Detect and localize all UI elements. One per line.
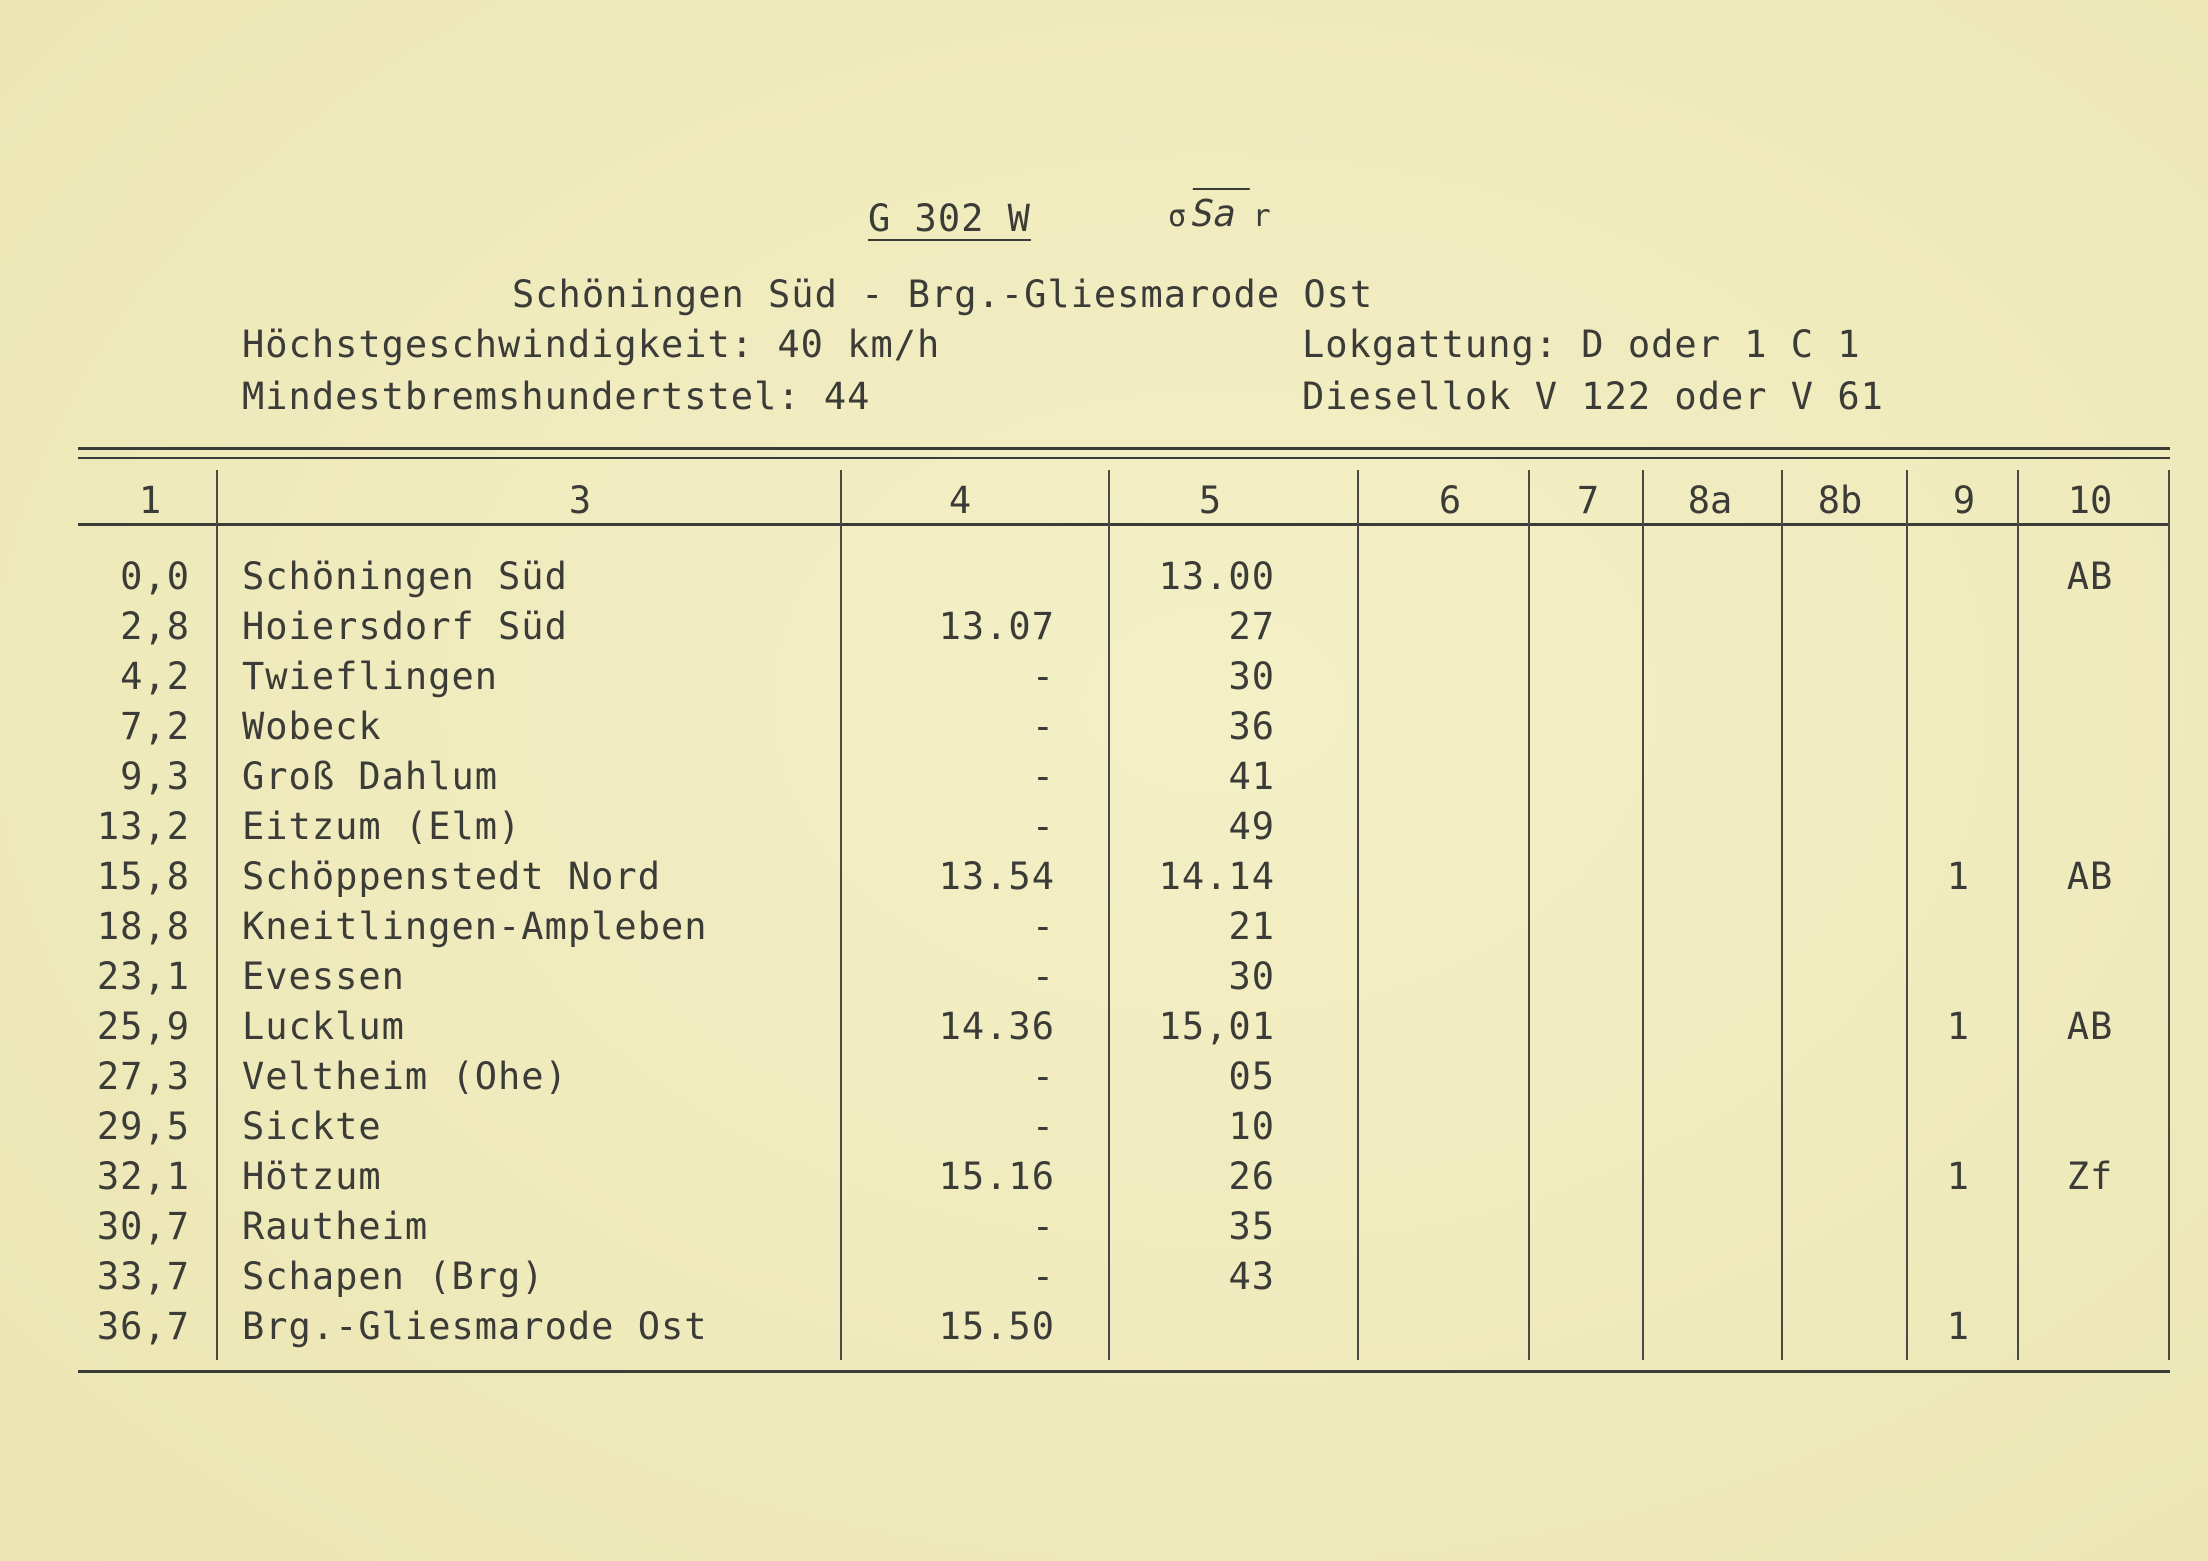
mark-box: Sa [1187,192,1241,235]
col-header-7: 7 [1576,479,1600,522]
table-top-rule-2 [78,457,2170,459]
min-brake: Mindestbremshundertstel: 44 [242,375,871,418]
station-cell: Wobeck [242,705,382,748]
table-row [0,605,2208,658]
table-row [0,805,2208,858]
km-cell: 23,1 [96,955,190,998]
km-cell: 32,1 [96,1155,190,1198]
km-cell: 33,7 [96,1255,190,1298]
station-cell: Groß Dahlum [242,755,499,798]
km-cell: 29,5 [96,1105,190,1148]
departure-cell: 15,01 [1158,1005,1275,1048]
col-header-9: 9 [1952,479,1976,522]
max-speed: Höchstgeschwindigkeit: 40 km/h [242,323,941,366]
col10-cell: AB [2066,1005,2114,1048]
departure-cell: 30 [1228,955,1275,998]
station-cell: Brg.-Gliesmarode Ost [242,1305,708,1348]
station-cell: Schöppenstedt Nord [242,855,661,898]
departure-cell: 35 [1228,1205,1275,1248]
departure-cell: 10 [1228,1105,1275,1148]
col9-cell: 1 [1946,855,1970,898]
table-row [0,755,2208,808]
train-number: G 302 W [868,197,1031,240]
table-row [0,705,2208,758]
km-cell: 25,9 [96,1005,190,1048]
loco-class: Lokgattung: D oder 1 C 1 [1302,323,1861,366]
arrival-cell: - [1031,1055,1055,1098]
km-cell: 9,3 [120,755,190,798]
col-header-1: 1 [138,479,162,522]
arrival-cell: - [1031,805,1055,848]
col-header-8a: 8a [1687,479,1733,522]
table-top-rule [78,447,2170,450]
col9-cell: 1 [1946,1005,1970,1048]
km-cell: 2,8 [120,605,190,648]
departure-cell: 43 [1228,1255,1275,1298]
table-row [0,555,2208,608]
departure-cell: 21 [1228,905,1275,948]
arrival-cell: 15.16 [938,1155,1055,1198]
table-row [0,905,2208,958]
station-cell: Eitzum (Elm) [242,805,522,848]
station-cell: Kneitlingen-Ampleben [242,905,708,948]
col-header-8b: 8b [1817,479,1863,522]
arrival-cell: 15.50 [938,1305,1055,1348]
km-cell: 27,3 [96,1055,190,1098]
col-header-4: 4 [948,479,972,522]
departure-cell: 05 [1228,1055,1275,1098]
table-row [0,1105,2208,1158]
col-header-3: 3 [568,479,592,522]
table-row [0,1005,2208,1058]
station-cell: Veltheim (Ohe) [242,1055,568,1098]
table-row [0,1255,2208,1308]
km-cell: 30,7 [96,1205,190,1248]
station-cell: Evessen [242,955,405,998]
departure-cell: 27 [1228,605,1275,648]
route-title: Schöningen Süd - Brg.-Gliesmarode Ost [512,273,1374,316]
arrival-cell: 13.07 [938,605,1055,648]
arrival-cell: - [1031,1205,1055,1248]
table-row [0,1055,2208,1108]
departure-cell: 14.14 [1158,855,1275,898]
station-cell: Lucklum [242,1005,405,1048]
diesel-loco: Diesellok V 122 oder V 61 [1302,375,1884,418]
departure-cell: 41 [1228,755,1275,798]
arrival-cell: 13.54 [938,855,1055,898]
col-header-5: 5 [1198,479,1222,522]
station-cell: Rautheim [242,1205,429,1248]
station-cell: Schöningen Süd [242,555,568,598]
table-row [0,955,2208,1008]
arrival-cell: 14.36 [938,1005,1055,1048]
col10-cell: Zf [2066,1155,2114,1198]
arrival-cell: - [1031,755,1055,798]
km-cell: 4,2 [120,655,190,698]
col-header-6: 6 [1438,479,1462,522]
arrival-cell: - [1031,705,1055,748]
km-cell: 36,7 [96,1305,190,1348]
col10-cell: AB [2066,855,2114,898]
table-row [0,655,2208,708]
km-cell: 7,2 [120,705,190,748]
table-row [0,855,2208,908]
km-cell: 0,0 [120,555,190,598]
col10-cell: AB [2066,555,2114,598]
km-cell: 13,2 [96,805,190,848]
km-cell: 15,8 [96,855,190,898]
mark-prefix: σ [1168,199,1187,234]
col9-cell: 1 [1946,1305,1970,1348]
header-bottom-rule [78,523,2170,526]
train-mark [1168,188,1271,235]
col-header-10: 10 [2067,479,2113,522]
station-cell: Hoiersdorf Süd [242,605,568,648]
station-cell: Twieflingen [242,655,499,698]
arrival-cell: - [1031,1105,1055,1148]
arrival-cell: - [1031,1255,1055,1298]
col9-cell: 1 [1946,1155,1970,1198]
station-cell: Schapen (Brg) [242,1255,545,1298]
km-cell: 18,8 [96,905,190,948]
mark-suffix: r [1252,199,1271,234]
table-row [0,1155,2208,1208]
table-row [0,1305,2208,1358]
station-cell: Hötzum [242,1155,382,1198]
departure-cell: 49 [1228,805,1275,848]
table-bottom-rule [78,1370,2170,1373]
departure-cell: 36 [1228,705,1275,748]
arrival-cell: - [1031,655,1055,698]
departure-cell: 30 [1228,655,1275,698]
departure-cell: 26 [1228,1155,1275,1198]
departure-cell: 13.00 [1158,555,1275,598]
arrival-cell: - [1031,905,1055,948]
arrival-cell: - [1031,955,1055,998]
station-cell: Sickte [242,1105,382,1148]
table-row [0,1205,2208,1258]
